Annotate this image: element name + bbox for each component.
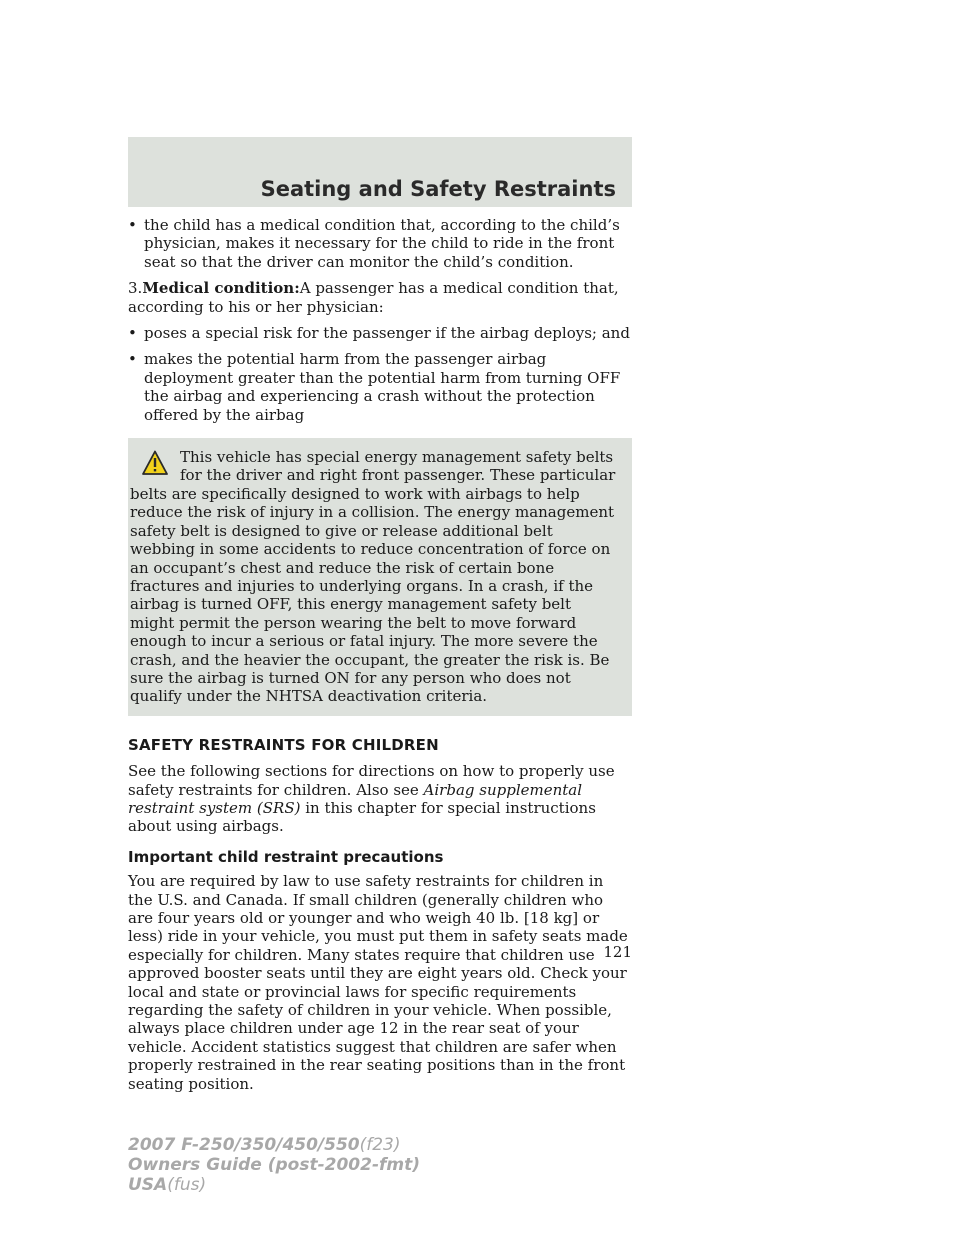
- bullet-text: poses a special risk for the passenger if the airbag deploys; and: [144, 324, 630, 343]
- bullet-text: makes the potential harm from the passenger airbag deployment greater than the potential harm from turning OFF the airbag and experiencing a crash without the protection offered by the airbag: [144, 350, 621, 424]
- header-band: [128, 137, 632, 207]
- warning-text: This vehicle has special energy management safety belts for the driver and right front passenger. These particular belts are specifically designed to work with airbags to help reduce the risk of injury in a collision. The energy management safety belt is designed to give or release additional belt webbing in some accidents to reduce concentration of force on an occupant’s chest and reduce the risk of certain bone fractures and injuries to underlying organs. In a crash, if the airbag is turned OFF, this energy management safety belt might permit the person wearing the belt to move forward enough to incur a serious or fatal injury. The more severe the crash, and the heavier the occupant, the greater the risk is. Be sure the airbag is turned ON for any person who does not qualify under the NHTSA deactivation criteria.: [130, 448, 616, 706]
- item-text: A passenger has a medical condition that, according to his or her physician:: [128, 279, 619, 316]
- section-intro: [128, 762, 632, 836]
- subsection-text: You are required by law to use safety restraints for children in the U.S. and Canada. If small children (generally children who are four years old or younger and who weigh 40 lb. [18 kg] or less) ride in your vehicle, you must put them in safety seats made especially for children. Many states require that children use approved booster seats until they are eight years old. Check your local and state or provincial laws for specific requirements regarding the safety of children in your vehicle. When possible, always place children under age 12 in the rear seat of your vehicle. Accident statistics suggest that children are safer when properly restrained in the rear seating positions than in the front seating position.: [128, 872, 628, 1093]
- page-title: Seating and Safety Restraints: [260, 177, 616, 201]
- footer-market: USA: [128, 1175, 168, 1195]
- footer-line: [128, 1175, 420, 1195]
- intro-text: in this chapter for special instructions about using airbags.: [128, 798, 596, 836]
- bullet-text: the child has a medical condition that, according to the child’s physician, makes it necessary for the child to ride in the front seat so that the driver can monitor the child’s condition.: [144, 216, 620, 271]
- bullet-item: [128, 324, 632, 342]
- section-heading: SAFETY RESTRAINTS FOR CHILDREN: [128, 735, 439, 754]
- footer-model: 2007 F-250/350/450/550: [128, 1135, 360, 1155]
- subsection-heading: Important child restraint precautions: [128, 847, 444, 866]
- bullet-dot: •: [128, 216, 137, 234]
- footer: [128, 1135, 420, 1195]
- numbered-item-3: [128, 279, 632, 316]
- page-content: [128, 210, 632, 1101]
- footer-guide: Owners Guide (post-2002-fmt): [128, 1155, 421, 1175]
- footer-line: [128, 1155, 420, 1175]
- intro-text: See the following sections for directions on how to properly use safety restraints for children. Also see: [128, 762, 615, 799]
- warning-triangle-icon: [142, 450, 168, 476]
- bullet-dot: •: [128, 324, 137, 343]
- bullet-dot: •: [128, 350, 137, 369]
- item-label: Medical condition:: [142, 279, 300, 298]
- warning-box: [128, 438, 632, 716]
- page-number: 121: [603, 943, 632, 961]
- bullet-item: [128, 350, 632, 424]
- footer-line: [128, 1135, 420, 1155]
- item-number: 3.: [128, 279, 143, 298]
- cross-reference: Airbag supplemental restraint system (SRS): [128, 780, 583, 817]
- bullet-item: [128, 216, 632, 271]
- footer-code: (fus): [167, 1175, 207, 1195]
- footer-code: (f23): [359, 1135, 401, 1155]
